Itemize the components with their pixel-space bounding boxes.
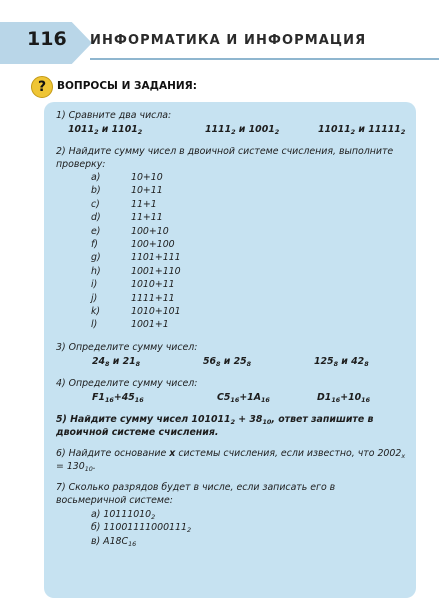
task-6-text: 6) Найдите основание x системы счисления, если известно, что $2002_x = 130_{10}$. bbox=[56, 447, 406, 473]
task-3-text: 3) Определите сумму чисел: bbox=[56, 341, 198, 353]
section-heading: ВОПРОСЫ И ЗАДАНИЯ: bbox=[57, 80, 197, 92]
task-3-item: $24_8$ и $21_8$ bbox=[92, 355, 141, 368]
list-item: j) 1111+11 bbox=[91, 292, 175, 304]
list-item: d) 11+11 bbox=[91, 212, 163, 224]
task-1-item: $1111_2$ и $1001_2$ bbox=[205, 124, 280, 136]
list-item: c) 11+1 bbox=[91, 198, 157, 210]
task-3-items bbox=[56, 354, 408, 370]
list-item: f) 100+100 bbox=[91, 238, 175, 250]
task-4-item: $C5_{16}+1A_{16}$ bbox=[217, 391, 270, 404]
task-1-items bbox=[56, 122, 408, 138]
list-item: k) 1010+101 bbox=[91, 305, 181, 317]
list-item: h) 1001+110 bbox=[91, 265, 181, 277]
task-4-text: 4) Определите сумму чисел: bbox=[56, 377, 198, 389]
task-1-item: $1011_2$ и $1101_2$ bbox=[68, 124, 143, 136]
task-4-item: $F1_{16}+45_{16}$ bbox=[92, 391, 144, 404]
task-2-list bbox=[56, 172, 408, 333]
list-item: g) 1101+111 bbox=[91, 252, 181, 264]
task-1-text: 1) Сравните два числа: bbox=[56, 110, 172, 121]
list-item: б) $11001111000111_2$ bbox=[91, 522, 192, 535]
task-3-item: $56_8$ и $25_8$ bbox=[203, 355, 252, 368]
list-item: l) 1001+1 bbox=[91, 319, 169, 331]
list-item: b) 10+11 bbox=[91, 185, 163, 197]
list-item: а) $10111010_2$ bbox=[91, 508, 156, 521]
list-item: e) 100+10 bbox=[91, 225, 169, 237]
list-item: a) 10+10 bbox=[91, 172, 163, 183]
questions-panel bbox=[44, 102, 416, 598]
task-7-list bbox=[91, 508, 408, 549]
page-header bbox=[0, 0, 439, 64]
header-divider bbox=[90, 58, 439, 60]
task-5-text: 5) Найдите сумму чисел $101011_2 + 38_{10}$, ответ запишите в двоичной системе счисления. bbox=[56, 413, 374, 438]
task-3-item: $125_8$ и $42_8$ bbox=[314, 355, 369, 368]
list-item: i) 1010+11 bbox=[91, 279, 175, 291]
task-2-text: 2) Найдите сумму чисел в двоичной системе счисления, выполните проверку: bbox=[56, 146, 394, 170]
question-mark-icon: ? bbox=[31, 76, 53, 98]
task-1-item: $11011_2$ и $11111_2$ bbox=[318, 124, 406, 136]
list-item: в) $A18C_{16}$ bbox=[91, 535, 137, 548]
task-7-text: 7) Сколько разрядов будет в числе, если записать его в восьмеричной системе: bbox=[56, 481, 336, 506]
task-4-item: $D1_{16}+10_{16}$ bbox=[317, 391, 371, 404]
page-number: 116 bbox=[27, 28, 67, 50]
task-4-items bbox=[56, 390, 408, 406]
chapter-title: ИНФОРМАТИКА И ИНФОРМАЦИЯ bbox=[90, 33, 367, 48]
